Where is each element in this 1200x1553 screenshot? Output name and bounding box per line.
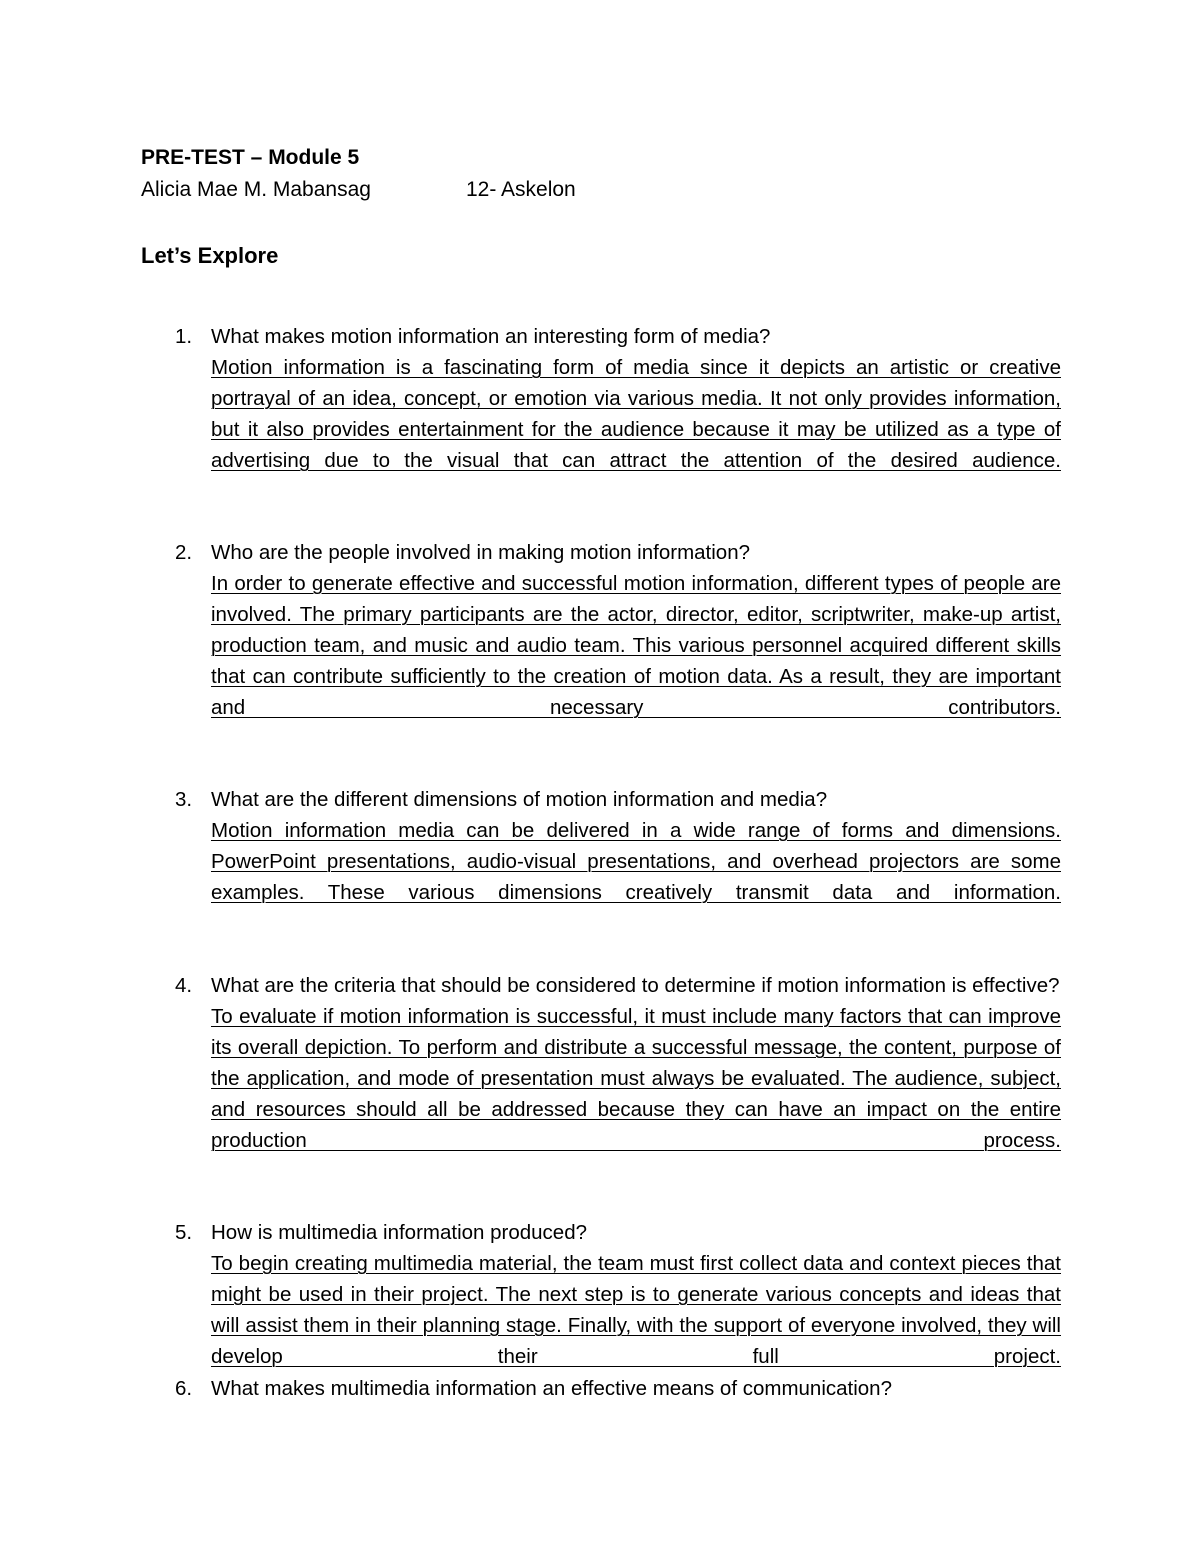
question-number: 2. bbox=[175, 541, 193, 564]
document-title: PRE-TEST – Module 5 bbox=[141, 146, 360, 169]
question-number: 5. bbox=[175, 1221, 193, 1244]
answer-text: To evaluate if motion information is successful, it must include many factors that can improve its overall depiction. To perform and distribute a successful message, the content, purpose of the application, and mode of presentation must always be evaluated. The audience, subject, and resources should all be addressed because they can have an impact on the entire production process. bbox=[211, 1005, 1061, 1152]
question-text: What makes motion information an interesting form of media? bbox=[211, 325, 771, 348]
student-name: Alicia Mae M. Mabansag bbox=[141, 178, 371, 201]
question-number: 4. bbox=[175, 974, 193, 997]
question-number: 6. bbox=[175, 1377, 193, 1400]
section-heading: Let’s Explore bbox=[141, 243, 279, 268]
question-number: 3. bbox=[175, 788, 193, 811]
answer-text: In order to generate effective and successful motion information, different types of people are involved. The primary participants are the actor, director, editor, scriptwriter, make-up artist, production team, and music and audio team. This various personnel acquired different skills that can contribute sufficiently to the creation of motion data. As a result, they are important and necessary contributors. bbox=[211, 572, 1061, 719]
student-info-line bbox=[141, 175, 576, 205]
question-number: 1. bbox=[175, 325, 193, 348]
answer-text: Motion information is a fascinating form of media since it depicts an artistic or creative portrayal of an idea, concept, or emotion via various media. It not only provides information, but it also provides entertainment for the audience because it may be utilized as a type of advertising due to the visual that can attract the attention of the desired audience. bbox=[211, 356, 1061, 472]
question-text: How is multimedia information produced? bbox=[211, 1221, 588, 1244]
question-text: What are the criteria that should be considered to determine if motion information is effective? bbox=[211, 974, 1060, 997]
answer-text: Motion information media can be delivered in a wide range of forms and dimensions. PowerPoint presentations, audio-visual presentations, and overhead projectors are some examples. These various dimensions creatively transmit data and information. bbox=[211, 819, 1061, 904]
student-section: 12- Askelon bbox=[466, 178, 576, 201]
question-text: What makes multimedia information an effective means of communication? bbox=[211, 1377, 892, 1400]
question-text: What are the different dimensions of motion information and media? bbox=[211, 788, 828, 811]
answer-text: To begin creating multimedia material, the team must first collect data and context pieces that might be used in their project. The next step is to generate various concepts and ideas that will assist them in their planning stage. Finally, with the support of everyone involved, they will develop their full project. bbox=[211, 1252, 1061, 1368]
question-text: Who are the people involved in making motion information? bbox=[211, 541, 750, 564]
